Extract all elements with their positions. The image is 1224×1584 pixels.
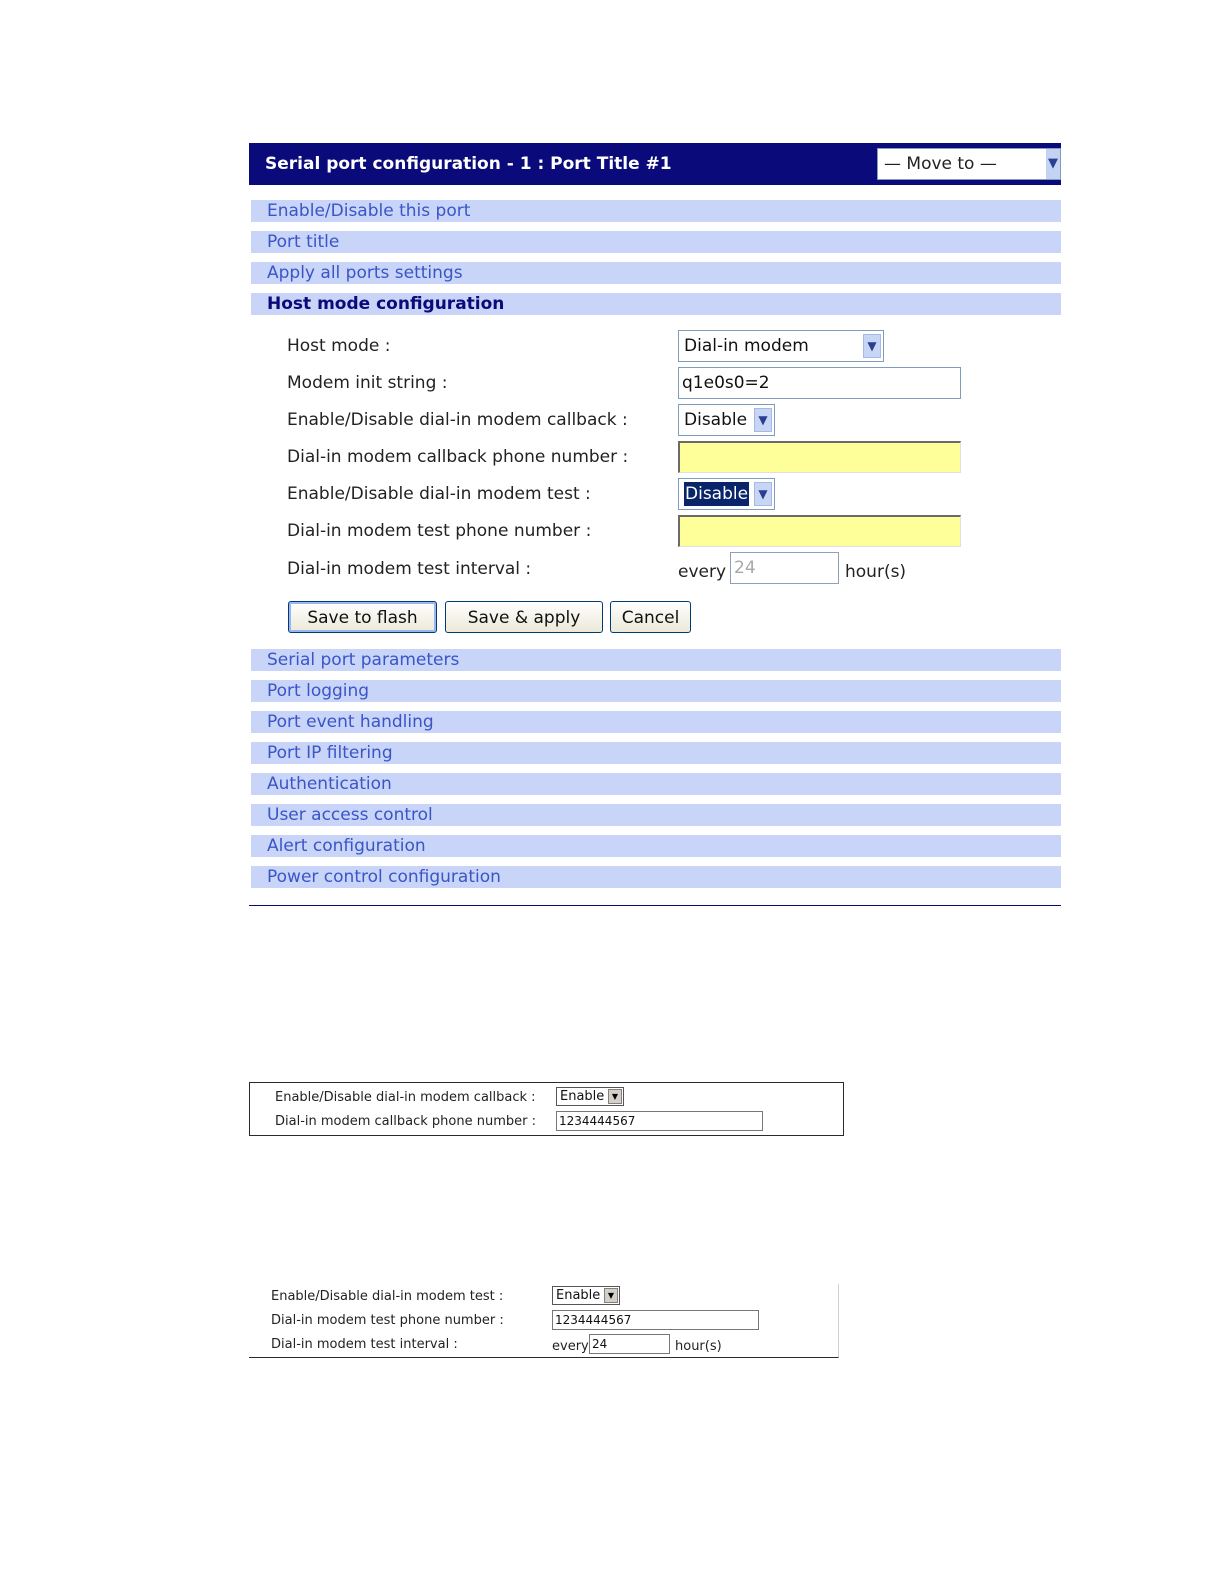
callback-enabled-example [249, 1082, 844, 1136]
move-to-dropdown[interactable] [877, 148, 1061, 180]
section-label: Serial port parameters [267, 650, 460, 670]
section-host-mode-configuration[interactable] [251, 293, 1061, 315]
callback-label: Enable/Disable dial-in modem callback : [275, 1090, 536, 1105]
callback-select[interactable] [556, 1087, 624, 1106]
chevron-down-icon[interactable]: ▼ [863, 334, 881, 358]
hours-label: hour(s) [845, 562, 907, 582]
section-label: Port IP filtering [267, 743, 393, 763]
chevron-down-icon[interactable]: ▼ [604, 1288, 618, 1303]
section-label: Apply all ports settings [267, 263, 463, 283]
every-label: every [678, 562, 727, 582]
move-to-label: — Move to — [884, 154, 997, 174]
host-mode-value: Dial-in modem [684, 336, 809, 356]
section-label: Authentication [267, 774, 392, 794]
callback-phone-input[interactable] [678, 441, 961, 473]
save-to-flash-button[interactable]: Save to flash [288, 601, 437, 633]
test-phone-label: Dial-in modem test phone number : [271, 1313, 504, 1328]
modem-test-label: Enable/Disable dial-in modem test : [287, 484, 591, 504]
section-label: Host mode configuration [267, 294, 505, 314]
modem-test-label: Enable/Disable dial-in modem test : [271, 1289, 504, 1304]
chevron-down-icon[interactable]: ▼ [608, 1089, 622, 1104]
modem-test-value: Enable [556, 1288, 601, 1303]
section-power-control-configuration[interactable] [251, 866, 1061, 888]
every-label: every [552, 1339, 589, 1354]
serial-port-config-panel [249, 143, 1061, 906]
panel-header [249, 143, 1061, 185]
modem-init-label: Modem init string : [287, 373, 448, 393]
test-phone-input[interactable]: 1234444567 [552, 1310, 759, 1330]
section-user-access-control[interactable] [251, 804, 1061, 826]
save-and-apply-button[interactable]: Save & apply [445, 601, 603, 633]
section-label: Port event handling [267, 712, 434, 732]
section-port-ip-filtering[interactable] [251, 742, 1061, 764]
section-serial-port-parameters[interactable] [251, 649, 1061, 671]
host-mode-select[interactable] [678, 330, 884, 362]
cancel-button[interactable]: Cancel [610, 601, 691, 633]
callback-phone-label: Dial-in modem callback phone number : [287, 447, 629, 467]
callback-phone-label: Dial-in modem callback phone number : [275, 1114, 536, 1129]
chevron-down-icon[interactable]: ▼ [754, 408, 772, 432]
modem-test-value: Disable [685, 484, 749, 504]
section-apply-all-ports[interactable] [251, 262, 1061, 284]
test-interval-label: Dial-in modem test interval : [271, 1337, 458, 1352]
section-authentication[interactable] [251, 773, 1061, 795]
test-phone-input[interactable] [678, 515, 961, 547]
callback-value: Enable [560, 1089, 605, 1104]
modem-test-enabled-example [249, 1284, 839, 1358]
callback-phone-input[interactable]: 1234444567 [556, 1111, 763, 1131]
callback-label: Enable/Disable dial-in modem callback : [287, 410, 628, 430]
section-port-logging[interactable] [251, 680, 1061, 702]
section-label: Port logging [267, 681, 370, 701]
modem-init-input[interactable]: q1e0s0=2 [678, 367, 961, 399]
test-interval-input[interactable]: 24 [589, 1334, 670, 1354]
page-title: Serial port configuration - 1 : Port Title #1 [265, 154, 672, 174]
section-label: Power control configuration [267, 867, 501, 887]
section-label: Port title [267, 232, 340, 252]
test-interval-label: Dial-in modem test interval : [287, 559, 532, 579]
section-alert-configuration[interactable] [251, 835, 1061, 857]
section-label: Alert configuration [267, 836, 426, 856]
chevron-down-icon[interactable]: ▼ [754, 482, 772, 506]
callback-value: Disable [684, 410, 748, 430]
section-port-title[interactable] [251, 231, 1061, 253]
modem-test-select[interactable] [678, 478, 775, 510]
section-port-event-handling[interactable] [251, 711, 1061, 733]
test-phone-label: Dial-in modem test phone number : [287, 521, 592, 541]
section-enable-disable-port[interactable] [251, 200, 1061, 222]
hours-label: hour(s) [675, 1339, 722, 1354]
chevron-down-icon[interactable]: ▼ [1046, 149, 1060, 179]
test-interval-input[interactable]: 24 [730, 552, 839, 584]
host-mode-label: Host mode : [287, 336, 391, 356]
modem-test-select[interactable] [552, 1286, 620, 1305]
section-label: Enable/Disable this port [267, 201, 471, 221]
section-label: User access control [267, 805, 433, 825]
callback-select[interactable] [678, 404, 775, 436]
